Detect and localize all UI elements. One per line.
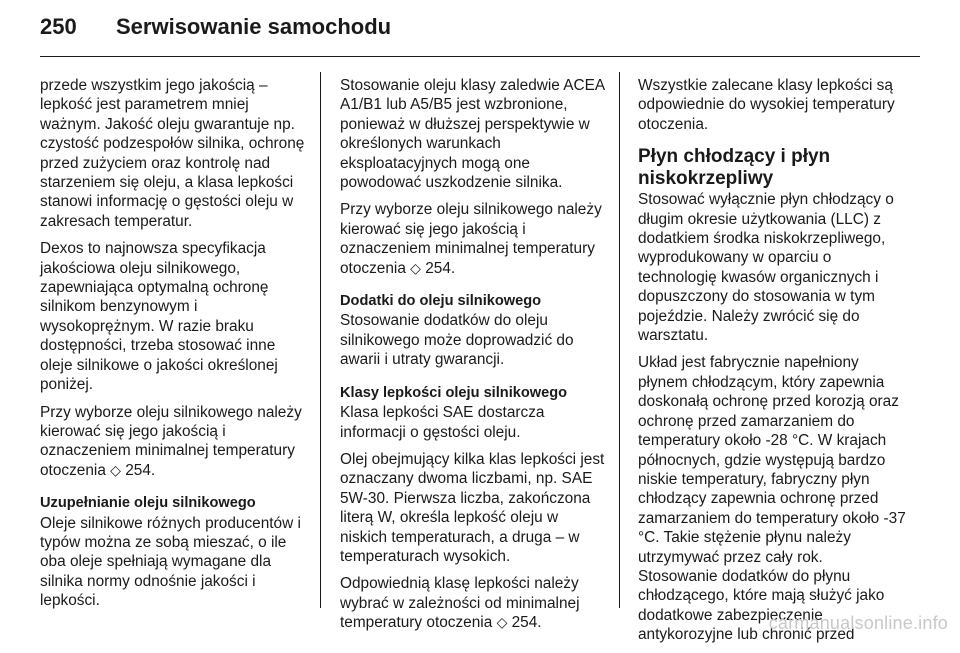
paragraph: Olej obejmujący kilka klas lepkości jest oznaczany dwoma liczbami, np. SAE 5W-30. Pierwsza liczba, zakończona literą W, określa lepkość oleju w niskich temperaturach, a druga – w temperaturach wysokich.: [340, 450, 605, 565]
column-3: [638, 76, 910, 653]
column-divider-1: [320, 72, 321, 608]
chapter-title: Serwisowanie samochodu: [116, 14, 392, 39]
column-divider-2: [619, 72, 620, 608]
paragraph: Stosowanie oleju klasy zaledwie ACEA A1/B1 lub A5/B5 jest wzbronione, ponieważ w dłuższej perspektywie w określonych warunkach eksploatacyjnych mogą one powodować uszkodzenie silnika.: [340, 77, 605, 192]
paragraph-text: Odpowiednią klasę lepkości należy wybrać w zależności od minimalnej temperatury otoczenia: [340, 575, 580, 632]
column-1: [40, 76, 308, 619]
page-reference-link[interactable]: 254.: [425, 259, 456, 277]
subheading: Klasy lepkości oleju silnikowego: [340, 384, 568, 401]
page-number: 250: [40, 14, 77, 39]
paragraph: przede wszystkim jego jakością – lepkość jest parametrem mniej ważnym. Jakość oleju gwarantuje np. czystość podzespołów silnika, ochronę przed zużyciem oraz kontrolę nad starzeniem się oleju, a klasa lepkości stanowi informację o gęstości oleju w zakresach temperatur.: [40, 77, 305, 230]
paragraph-text: Przy wyborze oleju silnikowego należy kierować się jego jakością i oznaczeniem minimalnej temperatury otoczenia: [340, 201, 602, 277]
paragraph: [340, 574, 606, 632]
paragraph: Stosowanie dodatków do oleju silnikowego może doprowadzić do awarii i utraty gwarancji.: [340, 312, 574, 369]
paragraph-text: Przy wyborze oleju silnikowego należy kierować się jego jakością i oznaczeniem minimalnej temperatury otoczenia: [40, 403, 302, 479]
paragraph: Oleje silnikowe różnych producentów i typów można ze sobą mieszać, o ile oba oleje spełniają wymagane dla silnika normy odnośnie jakości i lepkości.: [40, 514, 301, 610]
paragraph: Wszystkie zalecane klasy lepkości są odpowiednie do wysokiej temperatury otoczenia.: [638, 77, 895, 133]
page-header: [40, 14, 920, 50]
section-heading: Płyn chłodzący i płyn niskokrzepliwy: [638, 146, 831, 190]
page-reference-icon: ◇: [110, 461, 121, 478]
paragraph: [340, 200, 606, 278]
paragraph: Dexos to najnowsza specyfikacja jakościowa oleju silnikowego, zapewniająca optymalną ochronę silnikom benzynowym i wysokoprężnym. W razie braku dostępności, trzeba stosować inne oleje silnikowe o jakości określonej poniżej.: [40, 240, 278, 394]
page-reference-link[interactable]: 254.: [125, 461, 156, 479]
column-2: [340, 76, 606, 641]
paragraph: Stosować wyłącznie płyn chłodzący o długim okresie użytkowania (LLC) z dodatkiem środka niskokrzepliwego, wyprodukowany w oparciu o technologię kwasów organicznych i dopuszczony do stosowania w tym pojeździe. Należy zwrócić się do warsztatu.: [638, 191, 894, 345]
page-reference-icon: ◇: [410, 259, 421, 276]
page-reference-icon: ◇: [496, 614, 508, 631]
paragraph: Układ jest fabrycznie napełniony płynem chłodzącym, który zapewnia doskonałą ochronę przed korozją oraz ochronę przed zamarzaniem do temperatury około -28 °C. W krajach północnych, gdzie występują bardzo niskie temperatury, fabryczny płyn chłodzący zapewnia ochronę przed zamarzaniem do temperatury około -37 °C. Takie stężenie płynu należy utrzymywać przez cały rok.: [638, 354, 906, 566]
header-rule: [40, 56, 920, 57]
paragraph: Stosowanie dodatków do płynu chłodzącego, które mają służyć jako dodatkowe zabezpieczenie antykorozyjne lub chronić przed: [638, 567, 885, 644]
page-reference-link[interactable]: 254.: [511, 614, 542, 632]
subheading: Uzupełnianie oleju silnikowego: [40, 495, 256, 512]
subheading: Dodatki do oleju silnikowego: [340, 293, 542, 310]
paragraph: Klasa lepkości SAE dostarcza informacji o gęstości oleju.: [340, 404, 545, 441]
watermark: carmanualsonline.info: [768, 613, 948, 633]
paragraph: [40, 403, 308, 481]
